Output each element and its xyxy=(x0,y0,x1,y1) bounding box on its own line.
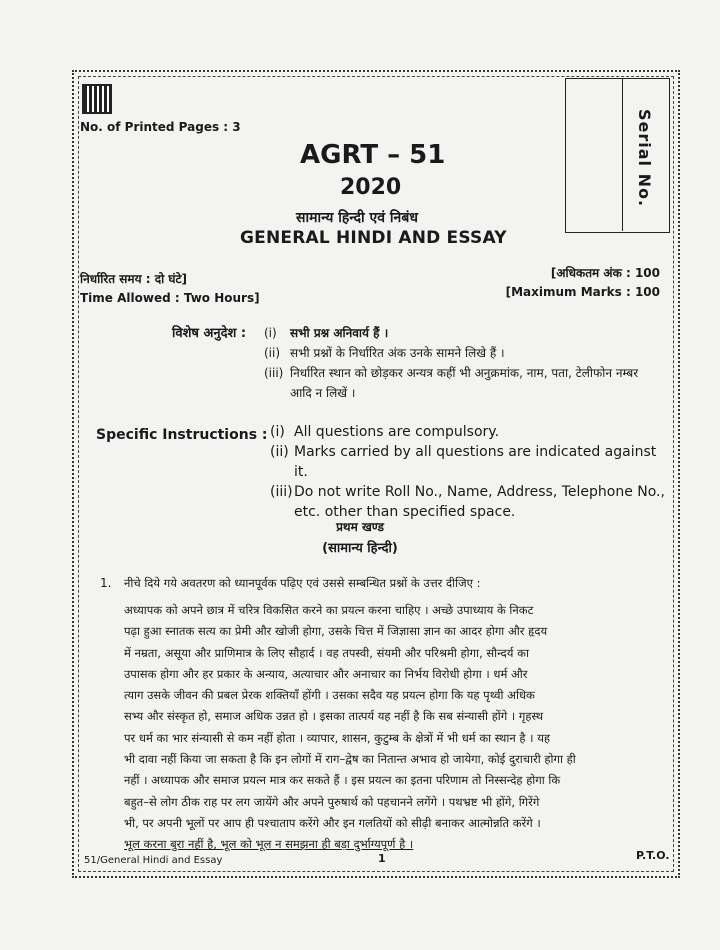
instruction-number: (i) xyxy=(264,326,277,340)
pto-label: P.T.O. xyxy=(636,849,670,862)
serial-number-box xyxy=(565,78,670,233)
instructions-english-list xyxy=(270,422,670,522)
instruction-text: All questions are compulsory. xyxy=(294,424,500,440)
instruction-number: (ii) xyxy=(270,444,289,460)
paper-title-hindi: सामान्य हिन्दी एवं निबंध xyxy=(296,210,418,226)
passage-line: भी दावा नहीं किया जा सकता है कि इन लोगों में राग–द्वेष का नितान्त अभाव हो जायेगा, कोई दुराचारी होगा ही xyxy=(124,752,576,767)
serial-label: Serial No. xyxy=(635,109,654,208)
passage-line: अध्यापक को अपने छात्र में चरित्र विकसित करने का प्रयत्न करना चाहिए । अच्छे उपाध्याय के निकट xyxy=(124,603,534,617)
instructions-hindi-label: विशेष अनुदेश : xyxy=(172,326,247,341)
passage-line: नहीं । अध्यापक और समाज प्रयत्न मात्र कर सकते हैं । इस प्रयत्न का इतना परिणाम तो निस्सन्देह होगा कि xyxy=(124,773,561,788)
instruction-english-item xyxy=(270,482,670,522)
instruction-number: (i) xyxy=(270,424,285,440)
passage-line: भूल करना बुरा नहीं है, भूल को भूल न समझना ही बड़ा दुर्भाग्यपूर्ण है । xyxy=(124,837,414,852)
printed-pages: No. of Printed Pages : 3 xyxy=(80,120,241,134)
time-allowed-english: Time Allowed : Two Hours] xyxy=(80,291,260,305)
instructions-english-label: Specific Instructions : xyxy=(96,427,268,443)
passage-line: में नम्रता, असूया और प्राणिमात्र के लिए सौहार्द । वह तपस्वी, संयमी और परिश्रमी होगा, सौन्दर्य का xyxy=(124,645,529,660)
serial-label-cell xyxy=(622,79,670,231)
paper-code: AGRT – 51 xyxy=(300,140,446,170)
instruction-hindi-item xyxy=(264,363,644,403)
instruction-hindi-item xyxy=(264,323,644,343)
passage-line: भी, पर अपनी भूलों पर आप ही पश्चाताप करेंगे और इन गलतियों को सीढ़ी बनाकर आत्मोन्नति करेंगे । xyxy=(124,815,541,830)
passage xyxy=(124,600,664,856)
section-subtitle: (सामान्य हिन्दी) xyxy=(322,541,398,556)
instruction-text: निर्धारित स्थान को छोड़कर अन्यत्र कहीं भी अनुक्रमांक, नाम, पता, टेलीफोन नम्बर आदि न लिखें । xyxy=(290,366,639,400)
paper-title-english: GENERAL HINDI AND ESSAY xyxy=(240,228,507,248)
instruction-text: सभी प्रश्न अनिवार्य हैं । xyxy=(290,326,389,340)
passage-line: उपासक होगा और हर प्रकार के अन्याय, अत्याचार और अनाचार का निर्भय विरोधी होगा । धर्म और xyxy=(124,666,528,681)
time-allowed-hindi: निर्धारित समय : दो घंटे] xyxy=(80,272,187,286)
footer-code: 51/General Hindi and Essay xyxy=(84,855,223,866)
instruction-text: सभी प्रश्नों के निर्धारित अंक उनके सामने लिखे हैं । xyxy=(290,346,505,360)
section-title: प्रथम खण्ड xyxy=(336,520,384,534)
qr-code-icon xyxy=(82,84,112,114)
instruction-english-item xyxy=(270,442,670,482)
maximum-marks-english: [Maximum Marks : 100 xyxy=(505,285,660,299)
instruction-number: (iii) xyxy=(264,366,284,380)
instruction-hindi-item xyxy=(264,343,644,363)
instruction-number: (ii) xyxy=(264,346,281,360)
instruction-english-item xyxy=(270,422,670,442)
passage-line: पर धर्म का भार संन्यासी से कम नहीं होता । व्यापार, शासन, कुटुम्ब के क्षेत्रों में भी धर्म का स्थान है । यह xyxy=(124,730,550,745)
paper-year: 2020 xyxy=(340,175,402,200)
instructions-hindi-list xyxy=(264,323,644,403)
passage-line: पढ़ा हुआ स्नातक सत्य का प्रेमी और खोजी होगा, उसके चित्त में जिज्ञासा ज्ञान का आदर होगा और हृदय xyxy=(124,624,548,639)
passage-line: सभ्य और संस्कृत हो, समाज अधिक उन्नत हो । इसका तात्पर्य यह नहीं है कि सब संन्यासी होंगे । गृहस्थ xyxy=(124,709,544,724)
page-number: 1 xyxy=(378,852,386,865)
question-number: 1. xyxy=(100,576,112,590)
instruction-text: Marks carried by all questions are indicated against it. xyxy=(294,444,657,480)
instruction-text: Do not write Roll No., Name, Address, Telephone No., etc. other than specified space. xyxy=(294,484,665,520)
question-intro: नीचे दिये गये अवतरण को ध्यानपूर्वक पढ़िए एवं उससे सम्बन्धित प्रश्नों के उत्तर दीजिए : xyxy=(124,576,481,590)
maximum-marks-hindi: [अधिकतम अंक : 100 xyxy=(550,266,660,280)
instruction-number: (iii) xyxy=(270,484,293,500)
passage-line: त्याग उसके जीवन की प्रबल प्रेरक शक्तियाँ होंगी । उसका सदैव यह प्रयत्न होगा कि यह पृथ्वी अधिक xyxy=(124,688,535,703)
passage-line: बहुत–से लोग ठीक राह पर लग जायेंगे और अपने पुरुषार्थ को पहचानने लगेंगे । पथभ्रष्ट भी होंगे, गिरेंगे xyxy=(124,794,540,809)
